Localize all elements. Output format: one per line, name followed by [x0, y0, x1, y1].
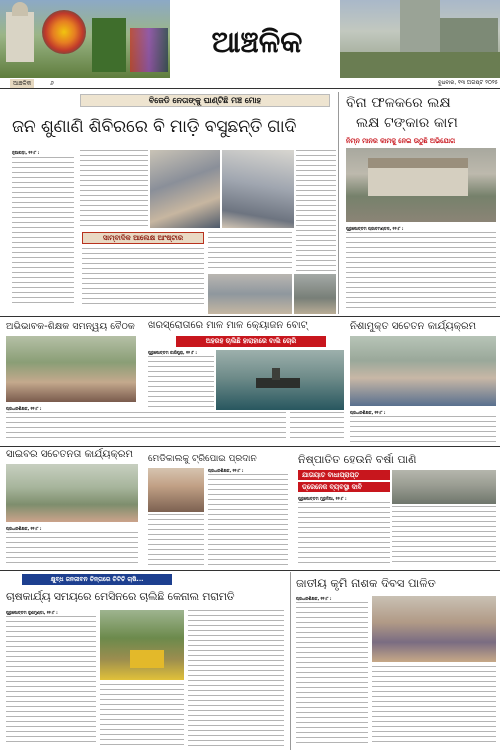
- worm-photo: [372, 596, 496, 662]
- cyber-dateline: ପ୍ରଧାନଶିକ୍ଷକ, ୧୨।୮ :: [6, 526, 42, 531]
- river-headline: ଖରସ୍ରୋତାରେ ମାଳ ମାଳ କ୍ୟୋଜନ ବୋଟ୍: [148, 320, 308, 331]
- addiction-photo: [350, 336, 496, 406]
- addiction-headline: ନିଶାମୁକ୍ତ ସଚେତନ କାର୍ଯ୍ୟକ୍ରମ: [350, 321, 477, 332]
- lead-right-divider: [338, 92, 339, 314]
- river-text-1: [148, 356, 214, 410]
- rain-headline: ନିଷ୍ପାତିତ ହେଉନି ବର୍ଷା ପାଣି: [298, 453, 417, 466]
- lead-box-title: ସାମ୍ବାଦିକ ଆଲେକ୍ଷ ଆଂଷ୍ଟାର: [102, 234, 184, 242]
- lead-photo-4: [294, 274, 336, 314]
- divider-2: [0, 446, 500, 447]
- farm-kicker: କ୍ଷୁବ୍ଧ ଜନଜୀବନ ଚିନ୍ତାରେ ଚିଟିଚି ଚାଷି...: [50, 576, 144, 583]
- addiction-text: [350, 416, 496, 444]
- lead-kicker: ବିଜେଡି ନେତାଙ୍କୁ ଘାଣ୍ଟିଛି ମଞ୍ଚ ମୋହ: [148, 96, 262, 105]
- rain-sub-1: ଯାତାୟାତ ବାଧାପ୍ରାପ୍ତ: [302, 471, 359, 479]
- lead-text-col-4: [208, 232, 292, 272]
- cyber-photo: [6, 464, 138, 522]
- lead-dateline: ନୂଆପଡ଼ା, ୧୨।୮ :: [12, 150, 40, 155]
- masthead-right-collage: [340, 0, 500, 78]
- addiction-dateline: ପ୍ରଧାନଶିକ୍ଷକ, ୧୨।୮ :: [350, 410, 386, 415]
- farm-text-1: [6, 616, 96, 746]
- river-kicker: ଅହରହ ଚାଲିଛି ହାରାହାରେ ବାଲି ଚୋରି: [205, 337, 297, 345]
- parents-headline: ଅଭିଭାବକ-ଶିକ୍ଷକ ସମନ୍ୱୟ ବୈଠକ: [6, 321, 135, 332]
- cyber-headline: ସାଇବର ସଚେତନତା କାର୍ଯ୍ୟକ୍ରମ: [6, 449, 133, 460]
- medical-text: [208, 474, 288, 566]
- medical-text-2: [148, 514, 204, 566]
- right-kicker: ନିମ୍ନ ମାନର କାମକୁ ନେଇ ଉଠୁଛି ଅଭିଯୋଗ: [346, 137, 456, 145]
- parents-photo: [6, 336, 136, 402]
- rain-dateline: ପୁରୁଷୋତ୍ତମ ମୁରୁଳିଆ, ୧୨।୮ :: [298, 496, 347, 501]
- divider-3: [0, 570, 500, 571]
- rain-text-2: [392, 506, 496, 566]
- date-line: ବୁଧବାର, ୧୩ ଅଗଷ୍ଟ ୨୦୨୫: [437, 80, 498, 86]
- lead-box-text: [82, 248, 204, 308]
- lead-headline: ଜନ ଶୁଣାଣି ଶିବିରରେ ବି ମାଡ଼ି ବସୁଛନ୍ତି ଗାଦି: [12, 117, 297, 137]
- medical-headline: ମେଡିକାଲକୁ ଟ୍ରିପୋଇ ପ୍ରଦାନ: [148, 454, 257, 464]
- farm-headline: ଚାଷକାର୍ଯ୍ୟ ସମୟରେ ମେସିନରେ ଚାଲିଛି କେନାଲ ମରାମତି: [6, 590, 235, 603]
- right-text: [346, 232, 496, 312]
- page-label: ଆଞ୍ଚଳିକ: [10, 79, 34, 88]
- rain-photo: [392, 470, 496, 504]
- worm-headline: ଜାତୀୟ କୃମି ନାଶକ ଦିବସ ପାଳିତ: [296, 576, 436, 590]
- right-headline-1: ବିନା ଫଳକରେ ଲକ୍ଷ: [346, 95, 451, 111]
- farm-dateline: ପୁରୁଷୋତ୍ତମ କୁଶମୁଣ୍ଡା, ୧୨।୮ :: [6, 610, 58, 615]
- divider-4: [290, 572, 291, 750]
- rain-text-1: [298, 502, 390, 566]
- farm-photo: [100, 610, 184, 680]
- right-dateline: ପୁରୁଷୋତ୍ତମ ପ୍ରୀତମଣ୍ଡଳ, ୧୨।୮ :: [346, 226, 404, 231]
- river-dateline: ପୁରୁଷୋତ୍ତମ କାରିପୁରା, ୧୨।୮ :: [148, 350, 197, 355]
- page-number: ୬: [50, 80, 54, 87]
- lead-text-col-2: [80, 150, 148, 228]
- medical-dateline: ପ୍ରଧାନଶିକ୍ଷକ, ୧୨।୮ :: [208, 468, 244, 473]
- lead-photo-2: [222, 150, 294, 228]
- masthead-left-collage: [0, 0, 170, 78]
- farm-text-3: [188, 610, 284, 746]
- divider-1: [0, 316, 500, 317]
- medical-photo: [148, 468, 204, 512]
- cyber-text: [6, 532, 138, 566]
- river-photo: [216, 350, 344, 410]
- worm-text-1: [296, 602, 368, 746]
- rain-sub-2: ଡ୍ରେନେଜ ବ୍ୟବସ୍ଥା ଦାବି: [302, 483, 362, 491]
- parents-text: [6, 412, 286, 442]
- worm-dateline: ପ୍ରଧାନଶିକ୍ଷକ, ୧୨।୮ :: [296, 596, 332, 601]
- right-photo: [346, 148, 496, 222]
- lead-text-col-1: [12, 157, 74, 305]
- parents-dateline: ପ୍ରଧାନଶିକ୍ଷକ, ୧୨।୮ :: [6, 406, 42, 411]
- farm-text-2: [100, 684, 184, 746]
- right-headline-2: ଲକ୍ଷ ଟଙ୍କାର କାମ: [356, 115, 458, 131]
- section-title: ଆଞ୍ଚଳିକ: [211, 25, 303, 60]
- worm-text-2: [372, 666, 496, 746]
- lead-photo-3: [208, 274, 292, 314]
- river-text-2: [290, 412, 344, 442]
- lead-photo-1: [150, 150, 220, 228]
